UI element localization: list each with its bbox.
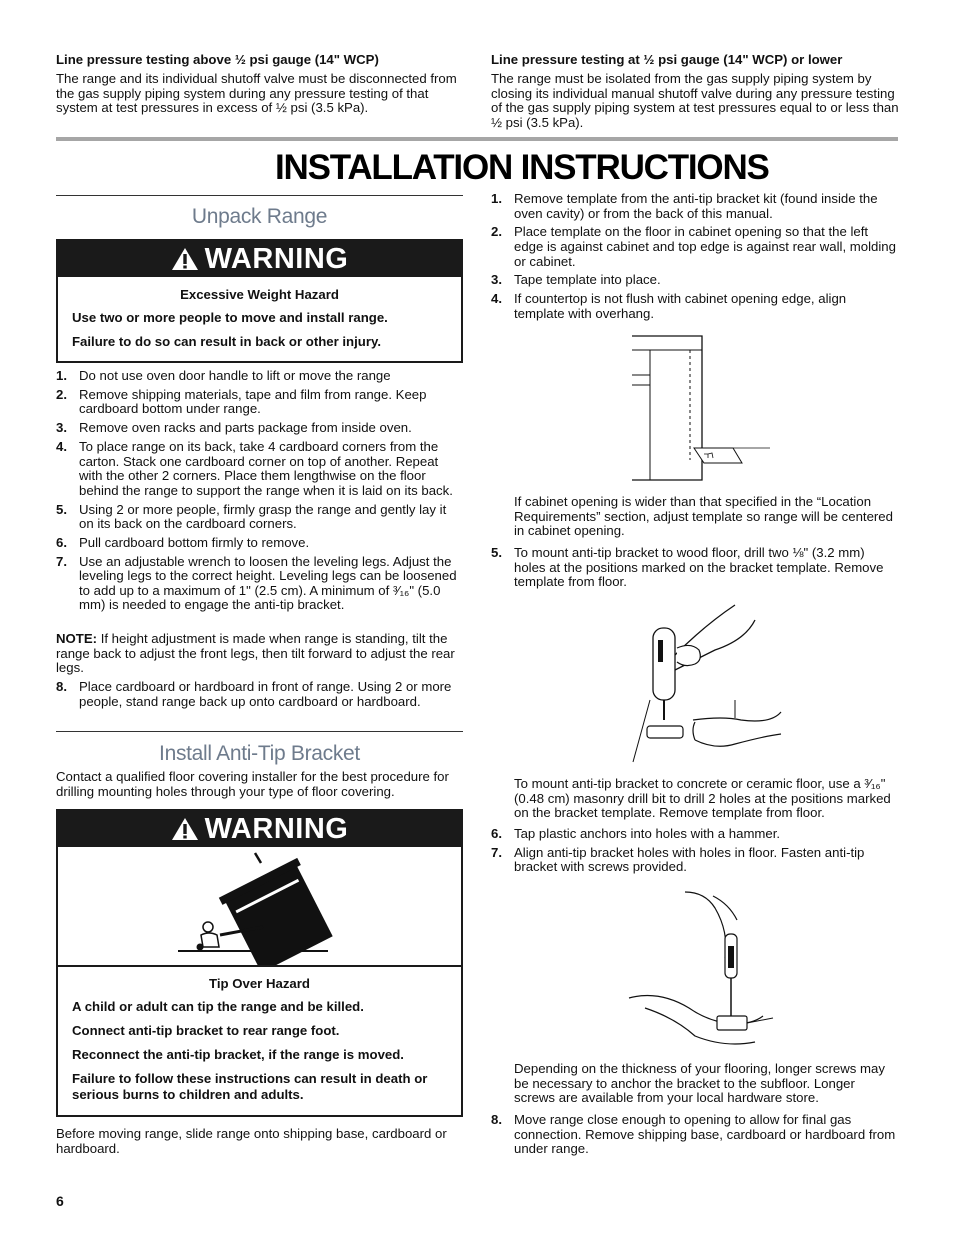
antitip-outro: Before moving range, slide range onto shipping base, cardboard or hardboard. bbox=[56, 1126, 447, 1156]
tip-over-illustration bbox=[58, 847, 461, 967]
list-item: 4. To place range on its back, take 4 cardboard corners from the carton. Stack one cardboard corner on top of another. Repeat with the other 2 corners. Place them lengthwise on the floor behind the range to support the range when it is laid on its back. bbox=[56, 438, 453, 498]
antitip-warning-line: Reconnect the anti-tip bracket, if the range is moved. bbox=[72, 1047, 404, 1062]
right-para-a: If cabinet opening is wider than that specified in the “Location Requirements” section, adjust template so range will be centered in cabinet opening. bbox=[514, 494, 893, 539]
right-step-8 bbox=[491, 1113, 899, 1161]
page-title: INSTALLATION INSTRUCTIONS bbox=[275, 148, 769, 187]
list-item: 6. Tap plastic anchors into holes with a hammer. bbox=[491, 826, 781, 841]
list-item: 1. Remove template from the anti-tip bracket kit (found inside the oven cavity) or from the back of this manual. bbox=[491, 191, 878, 221]
antitip-warning-box bbox=[56, 809, 463, 1117]
top-divider bbox=[56, 137, 898, 141]
unpack-warning-box bbox=[56, 239, 463, 363]
top-left-title: Line pressure testing above ½ psi gauge (14" WCP) bbox=[56, 52, 379, 67]
right-steps-b bbox=[491, 827, 899, 879]
drill-wood-floor-illustration bbox=[625, 600, 785, 770]
right-para-c: Depending on the thickness of your flooring, longer screws may be necessary to anchor the bracket to the subfloor. Longer screws are available from your local hardware store. bbox=[514, 1061, 885, 1106]
screwdriver-bracket-illustration bbox=[625, 888, 785, 1050]
page-number: 6 bbox=[56, 1193, 64, 1209]
list-item: 5. Using 2 or more people, firmly grasp the range and gently lay it on its back on the cardboard corners. bbox=[56, 501, 447, 532]
right-steps-a bbox=[491, 192, 899, 326]
list-item: 6. Pull cardboard bottom firmly to remove. bbox=[56, 534, 310, 550]
antitip-warning-line: Failure to follow these instructions can result in death or serious burns to children and adults. bbox=[72, 1071, 428, 1102]
unpack-section-title: Unpack Range bbox=[191, 205, 328, 228]
right-para-b: To mount anti-tip bracket to concrete or ceramic floor, use a ³⁄₁₆" (0.48 cm) masonry drill bit to drill 2 holes at the positions marked on the bracket template. Remove template from floor. bbox=[514, 776, 891, 821]
antitip-section-title: Install Anti-Tip Bracket bbox=[159, 742, 360, 765]
unpack-warning-line: Use two or more people to move and install range. bbox=[72, 310, 388, 325]
note-label: NOTE: bbox=[56, 631, 98, 646]
unpack-warning-header bbox=[58, 241, 461, 277]
warning-label: WARNING bbox=[204, 812, 349, 845]
antitip-warning-line: A child or adult can tip the range and be killed. bbox=[72, 999, 364, 1014]
unpack-step-8 bbox=[56, 680, 464, 713]
warning-label: WARNING bbox=[204, 242, 349, 275]
antitip-divider bbox=[56, 731, 463, 732]
list-item: 2. Remove shipping materials, tape and film from range. Keep cardboard bottom under range. bbox=[56, 386, 427, 417]
antitip-intro: Contact a qualified floor covering installer for the best procedure for drilling mounting holes through your type of floor covering. bbox=[56, 769, 449, 799]
top-right-title: Line pressure testing at ½ psi gauge (14" WCP) or lower bbox=[491, 52, 843, 67]
unpack-hazard-title: Excessive Weight Hazard bbox=[180, 287, 339, 302]
list-item: 5. To mount anti-tip bracket to wood floor, drill two ⅛" (3.2 mm) holes at the positions marked on the bracket template. Remove template from floor. bbox=[491, 545, 884, 590]
list-item: 8. Move range close enough to opening to allow for final gas connection. Remove shipping base, cardboard or hardboard from under range. bbox=[491, 1112, 896, 1157]
warning-triangle-icon bbox=[171, 246, 199, 272]
list-item: 8. Place cardboard or hardboard in front of range. Using 2 or more people, stand range back up onto cardboard or hardboard. bbox=[56, 679, 452, 709]
antitip-warning-header bbox=[58, 811, 461, 847]
warning-triangle-icon bbox=[171, 816, 199, 842]
list-item: 3. Remove oven racks and parts package from inside oven. bbox=[56, 420, 412, 436]
template-placement-illustration bbox=[620, 330, 780, 490]
list-item: 2. Place template on the floor in cabinet opening so that the left edge is against cabinet and top edge is against rear wall, molding or cabinet. bbox=[491, 224, 896, 269]
unpack-divider bbox=[56, 195, 463, 196]
top-right-body: The range must be isolated from the gas supply piping system by closing its individual manual shutoff valve during any pressure testing of the gas supply piping system at test pressures equal to or less than ½ psi (3.5 kPa). bbox=[491, 71, 899, 130]
antitip-hazard-title: Tip Over Hazard bbox=[209, 976, 310, 991]
list-item: 3. Tape template into place. bbox=[491, 272, 661, 288]
top-left-body: The range and its individual shutoff valve must be disconnected from the gas supply piping system during any pressure testing of that system at test pressures in excess of ½ psi (3.5 kPa). bbox=[56, 71, 457, 116]
note-text: If height adjustment is made when range is standing, tilt the range back to adjust the front legs, then tilt forward to adjust the rear legs. bbox=[56, 631, 455, 676]
list-item: 7. Use an adjustable wrench to loosen the leveling legs. Adjust the leveling legs to the correct height. Leveling legs can be loosened to add up to a maximum of 1" (2.5 cm). A minimum of ³⁄₁₆" (5.0 mm) is needed to engage the anti-tip bracket. bbox=[56, 553, 457, 613]
list-item: 7. Align anti-tip bracket holes with holes in floor. Fasten anti-tip bracket with screws provided. bbox=[491, 844, 865, 875]
list-item: 4. If countertop is not flush with cabinet opening edge, align template with overhang. bbox=[491, 291, 847, 321]
list-item: 1. Do not use oven door handle to lift or move the range bbox=[56, 368, 391, 383]
right-step-5 bbox=[491, 546, 899, 594]
antitip-warning-line: Connect anti-tip bracket to rear range foot. bbox=[72, 1023, 340, 1038]
unpack-note bbox=[56, 632, 461, 676]
unpack-warning-line: Failure to do so can result in back or other injury. bbox=[72, 334, 381, 349]
unpack-steps bbox=[56, 369, 464, 617]
